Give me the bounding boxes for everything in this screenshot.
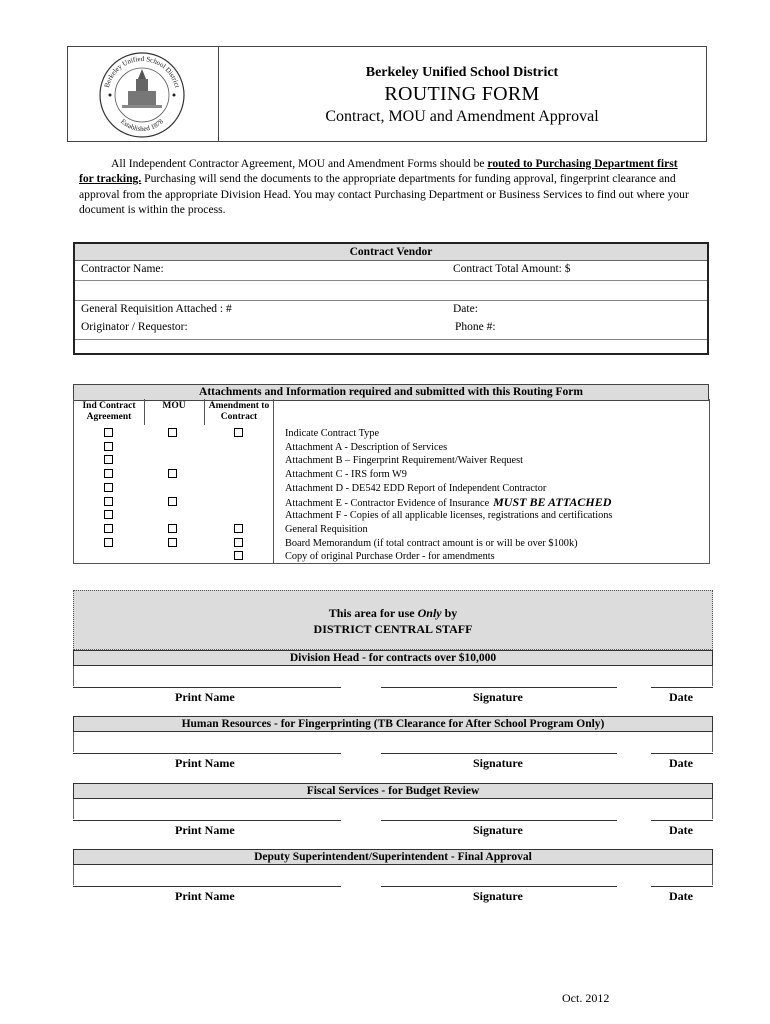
attachments-heading: Attachments and Information required and submitted with this Routing Form [73,384,709,401]
approval-block [73,716,713,774]
approval-heading: Deputy Superintendent/Superintendent - Final Approval [73,849,713,865]
date-label: Date [669,690,693,704]
attachment-row [73,537,709,551]
signature-label: Signature [473,690,523,704]
form-header [67,46,707,142]
attachments-section [73,384,709,564]
attachment-label: Attachment E - Contractor Evidence of Insurance MUST BE ATTACHED [285,494,612,509]
attachment-label: Indicate Contract Type [285,428,380,439]
originator-label: Originator / Requestor: [81,321,188,333]
signature-label: Signature [473,823,523,837]
mou-checkbox[interactable] [168,524,177,533]
mou-checkbox[interactable] [168,469,177,478]
staff-area-line2: DISTRICT CENTRAL STAFF [313,622,473,636]
date-line[interactable] [651,820,713,821]
district-seal-icon [98,51,186,139]
svg-text:Established 1878 [119,117,165,133]
phone-label: Phone #: [455,321,496,333]
intro-paragraph: All Independent Contractor Agreement, MOU and Amendment Forms should be routed to Purchasing Department first for tracking. Purchasing will send the documents to the appropriate departments for funding approval, fingerprint clearance and approval from the appropriate Division Head. You may contact Purchasing Department or Business Services to find out where your document is within the process. [79,157,689,217]
approval-heading: Fiscal Services - for Budget Review [73,783,713,799]
vendor-blank-row[interactable] [75,280,707,301]
vendor-row-name[interactable] [75,260,707,281]
amendment-checkbox[interactable] [234,551,243,560]
print-name-line[interactable] [73,687,341,688]
ind-contract-checkbox[interactable] [104,483,113,492]
must-be-attached-note: MUST BE ATTACHED [493,494,612,509]
contract-vendor-heading: Contract Vendor [75,244,707,261]
approval-signature-area[interactable] [73,799,713,819]
print-name-label: Print Name [175,823,235,837]
print-name-label: Print Name [175,889,235,903]
attachment-row [73,509,709,523]
seal-bottom-text: Established 1878 [119,117,165,134]
attachment-row [73,523,709,537]
amendment-checkbox[interactable] [234,524,243,533]
vendor-row-originator[interactable] [75,319,707,340]
ind-contract-checkbox[interactable] [104,524,113,533]
approval-signature-area[interactable] [73,732,713,752]
attachment-row [73,482,709,496]
attachment-row [73,454,709,468]
ind-contract-checkbox[interactable] [104,497,113,506]
print-name-label: Print Name [175,756,235,770]
signature-label: Signature [473,889,523,903]
attachment-label: Attachment B – Fingerprint Requirement/Waiver Request [285,455,523,467]
ind-contract-checkbox[interactable] [104,510,113,519]
signature-line[interactable] [381,886,617,887]
signature-line[interactable] [381,687,617,688]
amendment-checkbox[interactable] [234,428,243,437]
attachment-row [73,441,709,455]
ind-contract-checkbox[interactable] [104,428,113,437]
signature-line[interactable] [381,753,617,754]
attachment-label: Copy of original Purchase Order - for amendments [285,551,495,563]
print-name-line[interactable] [73,753,341,754]
form-subtitle: Contract, MOU and Amendment Approval [325,108,599,125]
date-line[interactable] [651,753,713,754]
staff-area-line1: This area for use Only by [328,606,458,620]
date-label: Date [669,823,693,837]
approval-signature-area[interactable] [73,865,713,885]
requisition-label: General Requisition Attached : # [81,303,232,315]
date-line[interactable] [651,886,713,887]
column-ind-contract: Ind Contract Agreement [82,401,136,422]
attachment-label: General Requisition [285,523,368,535]
mou-checkbox[interactable] [168,538,177,547]
mou-checkbox[interactable] [168,428,177,437]
attachment-label: Attachment F - Copies of all applicable licenses, registrations and certifications [285,510,613,522]
approval-heading: Human Resources - for Fingerprinting (TB Clearance for After School Program Only) [73,716,713,732]
print-name-line[interactable] [73,820,341,821]
date-label: Date [669,889,693,903]
district-staff-section [73,590,713,650]
attachment-row [73,427,709,441]
signature-label: Signature [473,756,523,770]
approval-signature-area[interactable] [73,666,713,686]
form-title: ROUTING FORM [384,83,540,105]
date-label: Date: [453,303,478,315]
print-name-label: Print Name [175,690,235,704]
attachment-label: Attachment A - Description of Services [285,441,448,453]
ind-contract-checkbox[interactable] [104,455,113,464]
approval-block [73,783,713,841]
signature-line[interactable] [381,820,617,821]
district-name: Berkeley Unified School District [365,65,559,80]
date-line[interactable] [651,687,713,688]
amendment-checkbox[interactable] [234,538,243,547]
approval-heading: Division Head - for contracts over $10,000 [73,650,713,666]
ind-contract-checkbox[interactable] [104,538,113,547]
contract-vendor-section [73,242,709,355]
ind-contract-checkbox[interactable] [104,469,113,478]
approval-block [73,849,713,907]
print-name-line[interactable] [73,886,341,887]
form-revision-date: Oct. 2012 [562,991,610,1005]
approval-block [73,650,713,708]
mou-checkbox[interactable] [168,497,177,506]
contractor-name-label: Contractor Name: [81,263,164,275]
attachment-label: Board Memorandum (if total contract amount is or will be over $100k) [285,537,578,549]
contract-total-label: Contract Total Amount: $ [453,263,571,275]
seal-top-text: Berkeley Unified School District [102,54,182,89]
column-amendment: Amendment to Contract [208,401,270,422]
attachment-row [73,468,709,482]
intro-bold-instruction: routed to Purchasing Department first for tracking. [79,157,678,186]
column-mou: MOU [162,401,186,411]
attachment-label: Attachment D - DE542 EDD Report of Independent Contractor [285,482,547,494]
date-label: Date [669,756,693,770]
attachment-label: Attachment C - IRS form W9 [285,469,407,481]
attachment-row [73,496,709,510]
ind-contract-checkbox[interactable] [104,442,113,451]
vendor-row-requisition[interactable] [75,300,707,319]
attachment-row [73,550,709,564]
